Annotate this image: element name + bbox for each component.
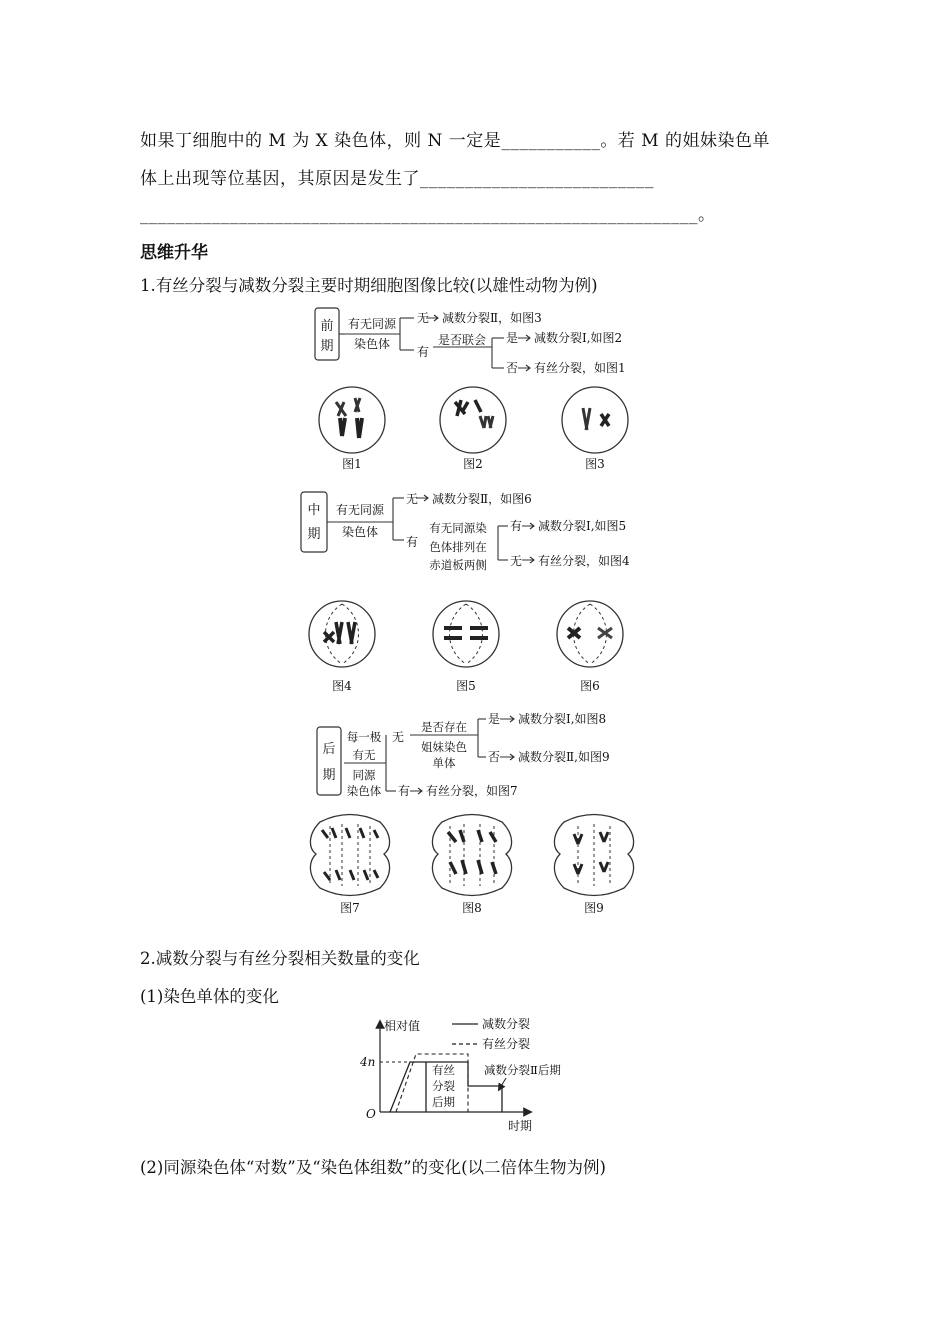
- figure-caption: 图2: [463, 457, 483, 471]
- stage-char: 前: [320, 319, 334, 334]
- paragraph-line-1: [140, 126, 770, 151]
- question-text: 染色体: [353, 337, 391, 351]
- cell-figure-1: [319, 387, 385, 453]
- result-text: 减数分裂Ⅱ，如图6: [432, 492, 532, 506]
- stage-char: 期: [307, 527, 321, 542]
- question-text: 染色体: [341, 525, 379, 539]
- figure-caption: 图7: [340, 901, 360, 915]
- chart-annotation: 有丝: [432, 1063, 455, 1077]
- branch-label: 有: [417, 345, 430, 359]
- stage-box: [301, 492, 327, 552]
- subsection-1-title: (1)染色单体的变化: [140, 987, 279, 1006]
- branch-label: 无: [417, 311, 430, 325]
- item-1-title: 1.有丝分裂与减数分裂主要时期细胞图像比较(以雄性动物为例): [140, 276, 598, 295]
- chart-annotation: 减数分裂Ⅱ后期: [484, 1063, 561, 1077]
- chart-annotation: 后期: [432, 1095, 455, 1109]
- chart-annotation: 分裂: [432, 1079, 455, 1093]
- series-meiosis: [390, 1062, 426, 1112]
- branch-label: 无: [392, 730, 405, 744]
- y-tick-label: 4n: [360, 1055, 376, 1069]
- figure-caption: 图8: [462, 901, 482, 915]
- question-text: 姐妹染色: [421, 740, 467, 754]
- question-text: 有无同源: [335, 503, 385, 517]
- figure-caption: 图5: [456, 679, 476, 693]
- figure-row-3: [300, 812, 660, 918]
- stage-box: [317, 727, 341, 795]
- anaphase-flowchart: [314, 705, 674, 805]
- y-axis-label: 相对值: [384, 1019, 421, 1033]
- cell-figure-4: [309, 601, 375, 667]
- cell-figure-2: [440, 387, 506, 453]
- text: 如果丁细胞中的 M 为 X 染色体，则 N 一定是: [140, 131, 502, 151]
- branch-label: 是: [488, 712, 501, 726]
- legend-item: 减数分裂: [482, 1017, 531, 1031]
- figure-caption: 图4: [332, 679, 352, 693]
- branch-label: 无: [406, 492, 419, 506]
- result-text: 有丝分裂，如图7: [426, 784, 518, 798]
- text: 体上出现等位基因，其原因是发生了: [140, 169, 420, 189]
- question-text: 有无同源: [347, 317, 397, 331]
- question-text: 每一极: [346, 730, 382, 744]
- result-text: 减数分裂Ⅱ，如图3: [442, 311, 542, 325]
- paragraph-line-2: [140, 164, 654, 189]
- answer-blank: __________________________: [420, 169, 654, 189]
- question-text: 单体: [432, 756, 456, 770]
- subsection-2-title: (2)同源染色体“对数”及“染色体组数”的变化(以二倍体生物为例): [140, 1158, 606, 1177]
- chromatid-chart: [358, 1010, 598, 1136]
- figure-caption: 图3: [585, 457, 605, 471]
- stage-char: 中: [307, 503, 321, 518]
- origin-label: O: [366, 1107, 376, 1121]
- result-text: 减数分裂Ⅱ,如图9: [518, 750, 610, 764]
- prophase-flowchart: [300, 300, 680, 382]
- question-text: 是否存在: [421, 720, 467, 734]
- question-text: 染色体: [346, 784, 382, 798]
- figure-caption: 图9: [584, 901, 604, 915]
- question-text: 色体排列在: [429, 540, 487, 554]
- result-text: 减数分裂Ⅰ,如图8: [518, 712, 607, 726]
- stage-char: 期: [320, 339, 334, 354]
- question-text: 是否联会: [437, 333, 487, 347]
- branch-label: 有: [510, 519, 523, 533]
- question-text: 同源: [352, 768, 376, 782]
- result-text: 有丝分裂，如图4: [538, 554, 630, 568]
- result-text: 减数分裂Ⅰ,如图2: [534, 331, 623, 345]
- result-text: 有丝分裂，如图1: [534, 361, 626, 375]
- text: 。: [698, 205, 716, 225]
- branch-label: 是: [506, 331, 519, 345]
- metaphase-flowchart: [298, 488, 678, 580]
- answer-blank: ___________: [501, 131, 601, 151]
- cell-figure-5: [433, 601, 499, 667]
- branch-label: 否: [488, 750, 501, 764]
- legend-item: 有丝分裂: [482, 1037, 531, 1051]
- figure-caption: 图6: [580, 679, 600, 693]
- item-2-title: 2.减数分裂与有丝分裂相关数量的变化: [140, 949, 420, 968]
- question-text: 有无同源染: [429, 521, 487, 535]
- cell-figure-8: [432, 815, 511, 896]
- question-text: 赤道板两侧: [429, 558, 487, 572]
- paragraph-line-3: [140, 200, 716, 225]
- figure-caption: 图1: [342, 457, 362, 471]
- figure-row-2: [300, 598, 660, 698]
- cell-figure-3: [562, 387, 628, 453]
- branch-label: 有: [406, 535, 419, 549]
- cell-figure-9: [554, 815, 633, 896]
- cell-figure-7: [310, 815, 389, 896]
- figure-row-1: [300, 380, 660, 475]
- cell-figure-6: [557, 601, 623, 667]
- stage-char: 期: [322, 768, 336, 783]
- branch-label: 否: [506, 361, 519, 375]
- result-text: 减数分裂Ⅰ,如图5: [538, 519, 627, 533]
- text: 。若 M 的姐妹染色单: [600, 131, 771, 151]
- question-text: 有无: [352, 748, 376, 762]
- section-title: 思维升华: [140, 243, 208, 263]
- stage-char: 后: [322, 742, 336, 757]
- branch-label: 无: [510, 554, 523, 568]
- branch-label: 有: [398, 784, 411, 798]
- answer-blank: ______________________________________________________________: [140, 205, 698, 225]
- x-axis-label: 时期: [508, 1119, 533, 1133]
